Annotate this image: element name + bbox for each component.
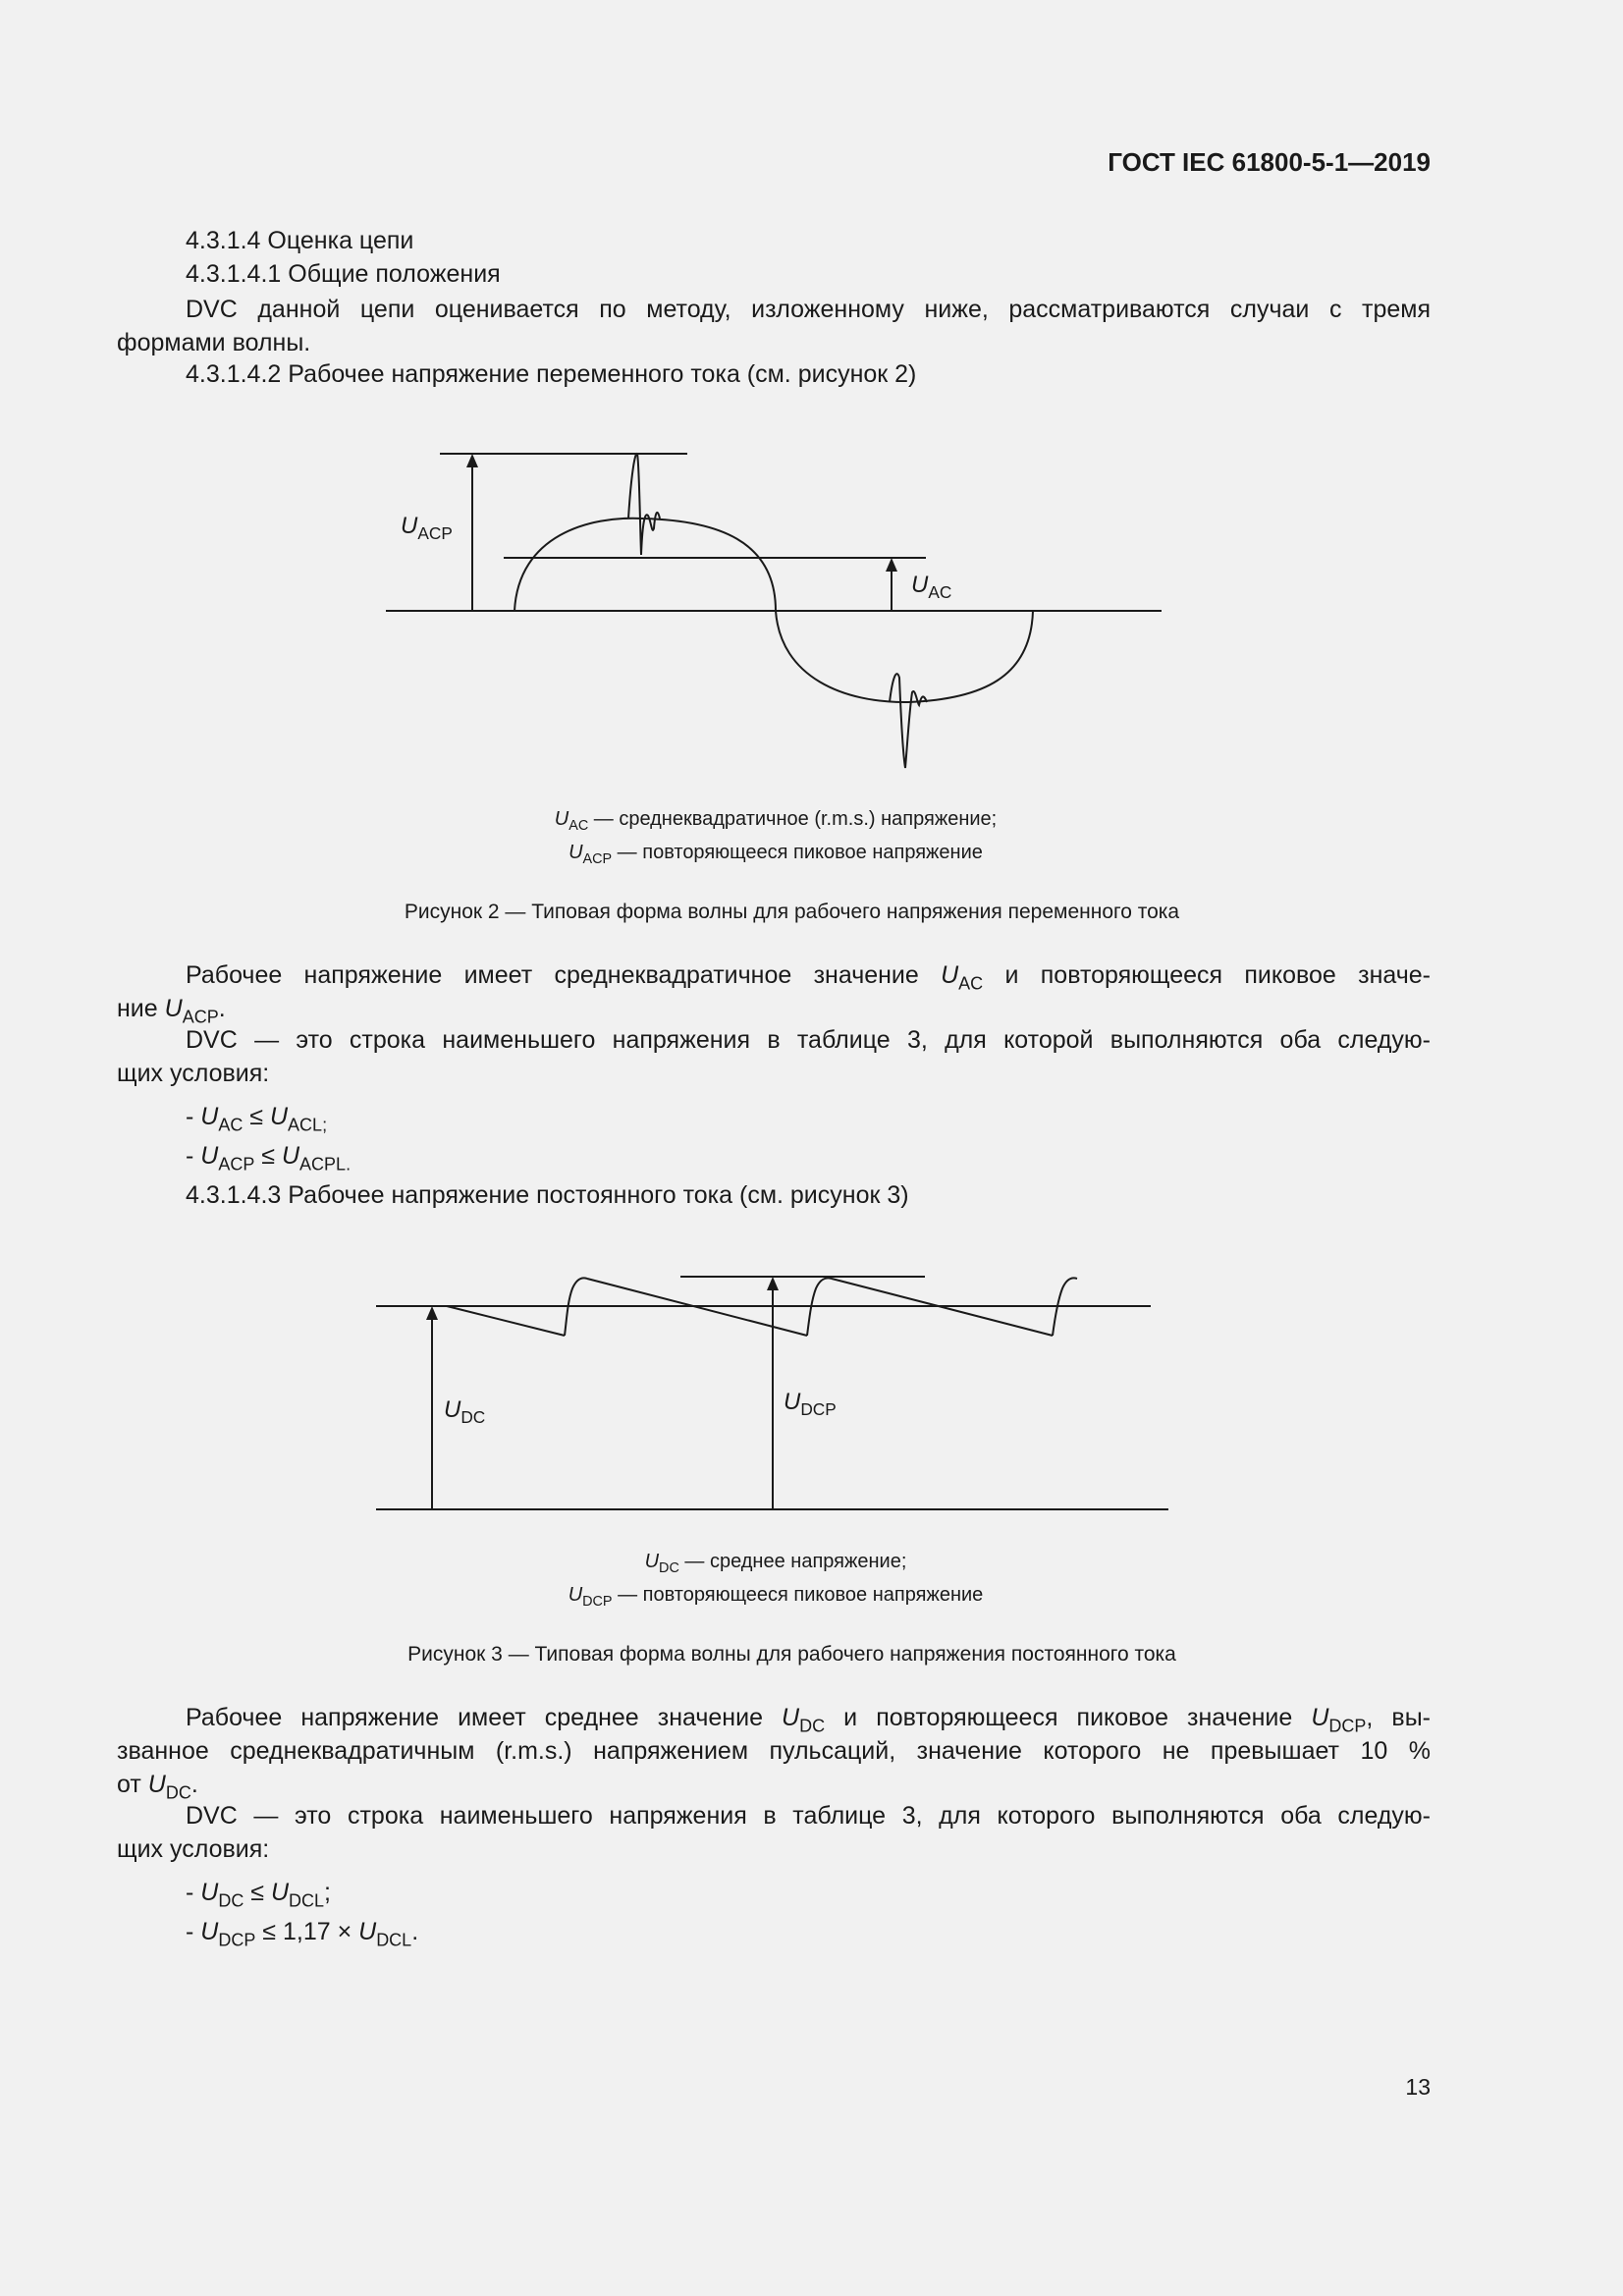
dc-para-line3: от $U_{DC}$. (117, 1771, 198, 1803)
fig2-legend-line1: $U_{AC}$ — среднеквадратичное (r.m.s.) напряжение; (554, 808, 998, 835)
ramp-1 (447, 1306, 565, 1336)
label-udc: $U_{DC}$ (444, 1396, 486, 1428)
dc-para-line2: званное среднеквадратичным (r.m.s.) напряжением пульсаций, значение которого не превышает 10 % (117, 1737, 1431, 1765)
figure-2-caption: Рисунок 2 — Типовая форма волны для рабочего напряжения переменного тока (404, 901, 1180, 923)
udcp-arrowhead (767, 1277, 779, 1290)
dvc-intro-line2: формами волны. (117, 329, 311, 356)
fig2-legend-line2: $U_{ACP}$ — повторяющееся пиковое напряжение (568, 842, 983, 868)
negative-spike (890, 674, 927, 768)
figure-2-ac-waveform (0, 0, 1623, 884)
dc-para-line1: Рабочее напряжение имеет среднее значение $U_{DC}$ и повторяющееся пиковое значение $U_{DCP}$, вы- (186, 1704, 1432, 1736)
udc-arrowhead (426, 1306, 438, 1320)
document-header: ГОСТ IEC 61800-5-1—2019 (1108, 147, 1431, 177)
dc-dvc-line1: DVC — это строка наименьшего напряжения в таблице 3, для которого выполняются оба следую- (186, 1802, 1431, 1830)
label-uac: $U_{AC}$ (911, 572, 952, 603)
dvc-intro-line1: DVC данной цепи оценивается по методу, изложенному ниже, рассматриваются случаи с тремя (186, 296, 1431, 323)
label-udcp: $U_{DCP}$ (784, 1389, 837, 1420)
label-uacp: $U_{ACP}$ (401, 513, 453, 544)
section-4-3-1-4-1: 4.3.1.4.1 Общие положения (186, 260, 501, 288)
ac-condition-1: - $U_{AC} \le U_{ACL;}$ (186, 1103, 328, 1135)
ac-dvc-line1: DVC — это строка наименьшего напряжения в таблице 3, для которой выполняются оба следую- (186, 1026, 1431, 1054)
fig3-legend-line2: $U_{DCP}$ — повторяющееся пиковое напряжение (568, 1584, 984, 1611)
ac-para-line2: ние $U_{ACP}$. (117, 995, 226, 1027)
uacp-arrowhead (466, 454, 478, 467)
dc-dvc-line2: щих условия: (117, 1835, 270, 1863)
section-4-3-1-4-3: 4.3.1.4.3 Рабочее напряжение постоянного тока (см. рисунок 3) (186, 1181, 909, 1209)
fig3-legend-line1: $U_{DC}$ — среднее напряжение; (644, 1551, 907, 1577)
section-4-3-1-4: 4.3.1.4 Оценка цепи (186, 227, 414, 254)
page-number: 13 (1405, 2074, 1431, 2100)
dc-condition-1: - $U_{DC} \le U_{DCL}$; (186, 1879, 331, 1911)
section-4-3-1-4-2: 4.3.1.4.2 Рабочее напряжение переменного тока (см. рисунок 2) (186, 360, 917, 388)
ac-condition-2: - $U_{ACP} \le U_{ACPL.}$ (186, 1142, 352, 1175)
figure-3-caption: Рисунок 3 — Типовая форма волны для рабочего напряжения постоянного тока (407, 1643, 1176, 1666)
dc-condition-2: - $U_{DCP} \le 1,17 \times U_{DCL}$. (186, 1918, 419, 1950)
uac-arrowhead (886, 558, 897, 572)
ac-para-line1: Рабочее напряжение имеет среднеквадратичное значение $U_{AC}$ и повторяющееся пиковое значе- (186, 961, 1431, 994)
ac-dvc-line2: щих условия: (117, 1060, 270, 1087)
negative-half-wave (776, 611, 1033, 702)
positive-half-wave (514, 519, 776, 611)
figure-3-dc-waveform (0, 1228, 1623, 1542)
positive-spike (628, 454, 660, 555)
